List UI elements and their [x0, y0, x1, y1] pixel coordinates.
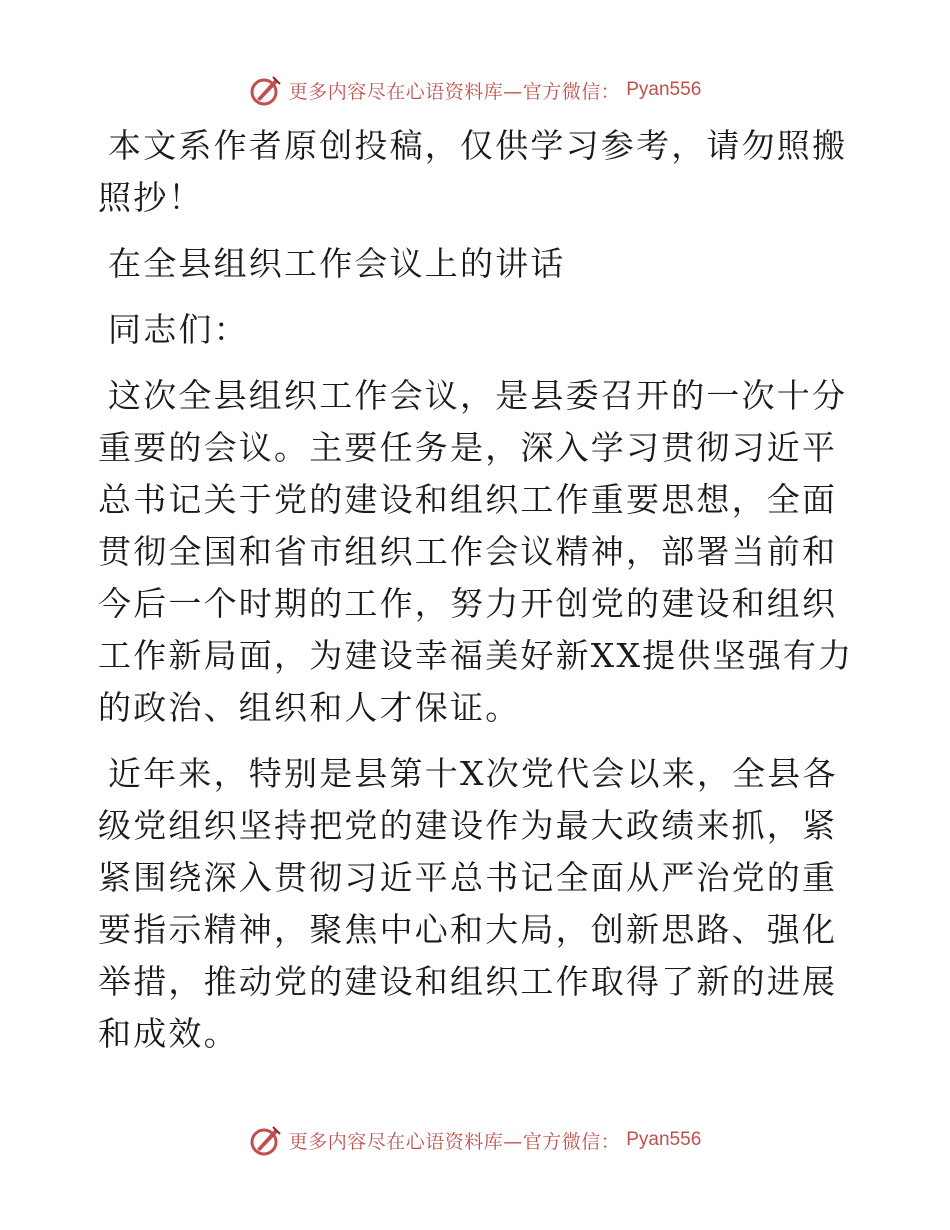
body-paragraph-1: 这次全县组织工作会议，是县委召开的一次十分重要的会议。主要任务是，深入学习贯彻习近平总书记关于党的建设和组织工作重要思想，全面贯彻全国和省市组织工作会议精神，部署当前和今后一个时期的工作，努力开创党的建设和组织工作新局面，为建设幸福美好新XX提供坚强有力的政治、组织和人才保证。	[98, 376, 854, 727]
notice-paragraph: 本文系作者原创投稿，仅供学习参考，请勿照搬照抄！	[98, 126, 848, 217]
footer-banner-wechat-id: Pyan556	[626, 1129, 702, 1150]
salutation: 同志们：	[108, 310, 249, 349]
footer-banner-text: 更多内容尽在心语资料库—官方微信：	[288, 1130, 621, 1153]
header-banner-wechat-id: Pyan556	[626, 79, 702, 100]
document-body	[98, 120, 858, 1060]
header-banner-text: 更多内容尽在心语资料库—官方微信：	[288, 80, 621, 103]
footer-watermark-banner	[0, 1120, 950, 1160]
quill-logo-icon	[249, 73, 283, 107]
quill-logo-icon	[249, 1123, 283, 1157]
body-paragraph-2: 近年来，特别是县第十X次党代会以来，全县各级党组织坚持把党的建设作为最大政绩来抓，紧紧围绕深入贯彻习近平总书记全面从严治党的重要指示精神，聚焦中心和大局，创新思路、强化举措，推动党的建设和组织工作取得了新的进展和成效。	[98, 754, 838, 1053]
document-title: 在全县组织工作会议上的讲话	[108, 244, 566, 283]
header-watermark-banner	[0, 70, 950, 110]
